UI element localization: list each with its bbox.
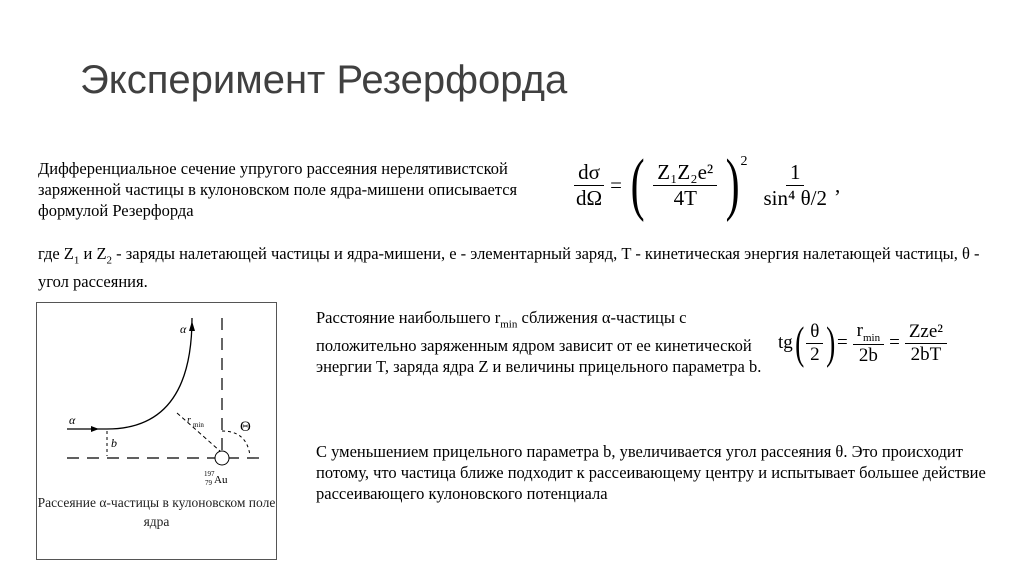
trajectory-drawing bbox=[37, 303, 278, 493]
scattering-diagram bbox=[36, 302, 277, 560]
lhs-denominator: dΩ bbox=[576, 185, 603, 210]
rutherford-description: Дифференциальное сечение упругого рассеяния нерелятивистской заряженной частицы в кулоновском поле ядра-мишени описывается формулой Резерфорда bbox=[38, 159, 518, 220]
text: сближения α-частицы с положительно заряженным ядром зависит от ее кинетической энергии T, заряда ядра Z и величины прицельного параметра b. bbox=[316, 308, 762, 377]
text: Расстояние наибольшего r bbox=[316, 308, 501, 327]
rhs-numerator: 1 bbox=[786, 160, 805, 186]
text: min bbox=[500, 318, 518, 331]
r: r bbox=[856, 320, 863, 341]
equals: = bbox=[610, 172, 622, 197]
left-paren: ( bbox=[794, 317, 805, 369]
alpha-out-label: α bbox=[180, 322, 187, 336]
r-sub: min bbox=[862, 331, 881, 344]
text: 1 bbox=[73, 254, 80, 267]
two: 2 bbox=[810, 343, 820, 365]
rmin-description bbox=[316, 307, 766, 377]
conclusion-text: С уменьшением прицельного параметра b, увеличивается угол рассеяния θ. Это происходит потому, что частица ближе подходит к рассеивающему центру и испытывает большее действие рассеивающего кулоновского потенциала bbox=[316, 442, 986, 503]
tg: tg bbox=[778, 332, 793, 354]
element-label: Au bbox=[214, 474, 228, 486]
equals: = bbox=[836, 332, 848, 354]
right-paren: ) bbox=[825, 317, 835, 369]
theta-label: Θ bbox=[240, 419, 251, 435]
diagram-caption: Рассеяние α-частицы в кулоновском поле ядра bbox=[37, 495, 276, 529]
denominator: 2b bbox=[858, 344, 878, 366]
text: - заряды налетающей частицы и ядра-мишени, e - элементарный заряд, T - кинетическая энергия налетающей частицы, θ - угол рассеяния. bbox=[38, 244, 980, 292]
b-label: b bbox=[111, 436, 117, 450]
variables-description bbox=[38, 243, 998, 292]
text: где Z bbox=[38, 244, 74, 263]
rmin-sub: min bbox=[193, 421, 204, 429]
alpha-in-label: α bbox=[69, 413, 76, 427]
slide-title: Эксперимент Резерфорда bbox=[80, 58, 568, 102]
mass-number: 197 bbox=[204, 470, 215, 478]
inner-numerator: Z₁Z₂e² bbox=[653, 160, 717, 186]
denominator: 2bT bbox=[910, 343, 942, 365]
rmin-label: r bbox=[187, 415, 191, 426]
rmin-formula bbox=[778, 317, 947, 369]
power: 2 bbox=[740, 154, 748, 169]
rhs-denominator: sin⁴ θ/2 bbox=[763, 185, 827, 210]
theta: θ bbox=[806, 321, 823, 344]
right-paren: ) bbox=[725, 146, 740, 223]
charge-number: 79 bbox=[205, 479, 212, 487]
inner-denominator: 4T bbox=[673, 185, 697, 210]
left-paren: ( bbox=[630, 146, 645, 223]
equals: = bbox=[889, 332, 900, 354]
text: и Z bbox=[79, 244, 107, 263]
comma: , bbox=[834, 172, 841, 197]
numerator: Zze² bbox=[905, 321, 947, 344]
lhs-numerator: dσ bbox=[574, 160, 604, 186]
rutherford-formula bbox=[572, 146, 841, 223]
text: 2 bbox=[106, 254, 113, 267]
